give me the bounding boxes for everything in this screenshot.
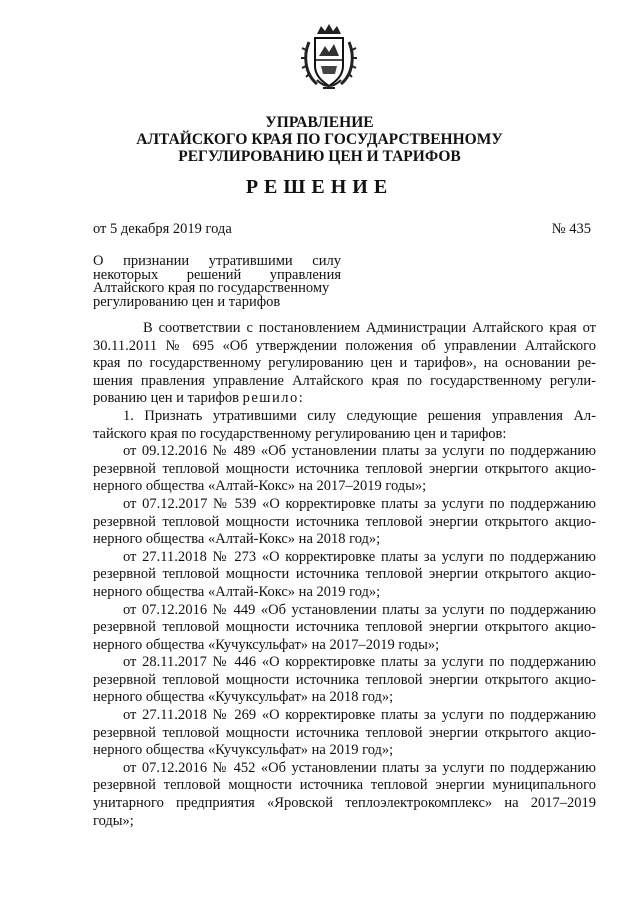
body-line: резервной тепловой мощности источника тепловой энергии открытого акцио-	[93, 619, 596, 636]
document-title: РЕШЕНИЕ	[245, 176, 394, 198]
body-line: резервной тепловой мощности источника тепловой энергии открытого акцио-	[93, 460, 596, 477]
subject-line: некоторых решений управления	[93, 266, 341, 283]
body-line: годы»;	[93, 812, 134, 829]
body-line: от 27.11.2018 № 273 «О корректировке платы за услуги по поддержанию	[123, 548, 596, 565]
body-line: нерного общества «Кучуксульфат» на 2017–2019 годы»;	[93, 636, 440, 653]
header-line: АЛТАЙСКОГО КРАЯ ПО ГОСУДАРСТВЕННОМУ	[136, 131, 503, 148]
body-line: от 27.11.2018 № 269 «О корректировке платы за услуги по поддержанию	[123, 707, 596, 724]
subject-line: О признании утратившими силу	[93, 253, 341, 269]
body-line: резервной тепловой мощности источника тепловой энергии муниципального	[93, 777, 596, 794]
body-line: нерного общества «Кучуксульфат» на 2018 год»;	[93, 689, 394, 706]
body-line: от 07.12.2016 № 452 «Об установлении платы за услуги по поддержанию	[123, 759, 596, 776]
body-line: резервной тепловой мощности источника тепловой энергии открытого акцио-	[93, 671, 596, 688]
subject-line: Алтайского края по государственному	[93, 280, 330, 296]
body-line: В соответствии с постановлением Администрации Алтайского края от	[143, 320, 596, 336]
body-line: резервной тепловой мощности источника тепловой энергии открытого акцио-	[93, 566, 596, 583]
document-date: от 5 декабря 2019 года	[93, 221, 232, 237]
issuer-header	[0, 114, 639, 165]
header-line: УПРАВЛЕНИЕ	[265, 114, 374, 131]
body-line: края по государственному регулированию цен и тарифов», на основании ре-	[93, 355, 596, 372]
body-line: унитарного предприятия «Яровской теплоэлектрокомплекс» на 2017–2019	[93, 795, 596, 812]
body-line: от 09.12.2016 № 489 «Об установлении платы за услуги по поддержанию	[123, 443, 596, 460]
body-line: от 28.11.2017 № 446 «О корректировке платы за услуги по поддержанию	[123, 654, 596, 671]
subject-line: регулированию цен и тарифов	[93, 293, 281, 310]
body-line: шения правления управление Алтайского края по государственному регули-	[93, 372, 596, 389]
header-line: РЕГУЛИРОВАНИЮ ЦЕН И ТАРИФОВ	[178, 148, 461, 165]
body-line: резервной тепловой мощности источника тепловой энергии открытого акцио-	[93, 724, 596, 741]
document-number: № 435	[551, 221, 591, 237]
decided-word: решило:	[242, 390, 305, 407]
body-line: нерного общества «Алтай-Кокс» на 2019 год»;	[93, 583, 381, 600]
body-line: от 07.12.2016 № 449 «Об установлении платы за услуги по поддержанию	[123, 601, 596, 618]
body-line: резервной тепловой мощности источника тепловой энергии открытого акцио-	[93, 513, 596, 530]
body-line: от 07.12.2017 № 539 «О корректировке платы за услуги по поддержанию	[123, 495, 596, 512]
document-body	[93, 320, 596, 830]
document-subject	[93, 255, 341, 309]
body-line: тайского края по государственному регулированию цен и тарифов:	[93, 425, 507, 442]
body-line: нерного общества «Алтай-Кокс» на 2018 год»;	[93, 531, 381, 548]
body-line: нерного общества «Алтай-Кокс» на 2017–2019 годы»;	[93, 478, 427, 495]
body-line: 30.11.2011 № 695 «Об утверждении положения об управлении Алтайского	[93, 337, 596, 354]
body-text: рованию цен и тарифов	[93, 390, 243, 407]
body-line: 1. Признать утратившими силу следующие решения управления Ал-	[123, 407, 596, 424]
body-line	[93, 390, 596, 408]
coat-of-arms-icon	[299, 22, 359, 94]
body-line: нерного общества «Кучуксульфат» на 2019 год»;	[93, 742, 394, 759]
